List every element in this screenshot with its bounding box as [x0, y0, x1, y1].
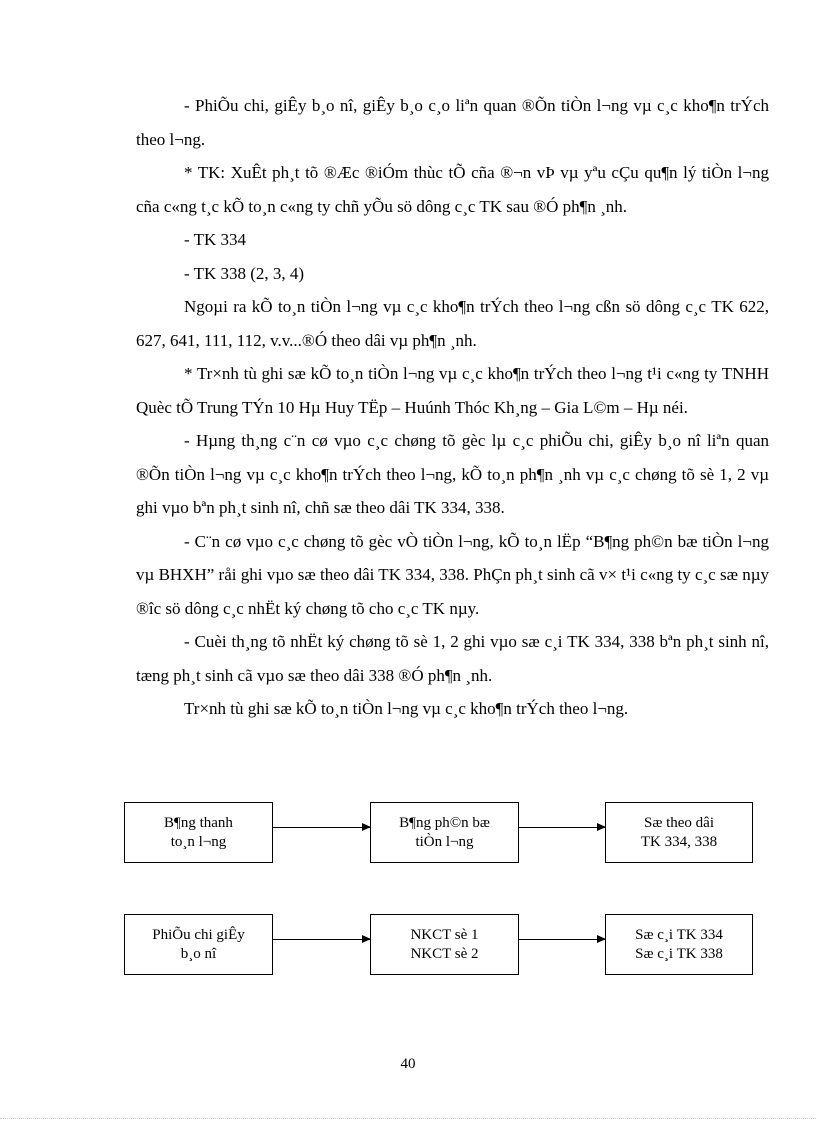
flow-arrow-1: [273, 827, 370, 828]
flow-box-vouchers-line2: b¸o nî: [180, 945, 217, 962]
flow-box-journals: [370, 914, 519, 975]
flow-box-payroll-line1: B¶ng thanh: [164, 814, 233, 831]
flow-box-vouchers: [124, 914, 273, 975]
flow-arrow-2: [519, 827, 605, 828]
paragraph-other-accounts: Ngoµi ra kÕ to¸n tiÒn l¬ng vµ c¸c kho¶n trÝch theo l¬ng cßn sö dông c¸c TK 622, 627, 641, 111, 112, v.v...®Ó theo dâi vµ ph¶n ¸nh.: [136, 297, 769, 350]
flow-box-ledger-line2: TK 334, 338: [640, 833, 718, 850]
flow-box-ledger: [605, 802, 753, 863]
body-text: [136, 89, 769, 726]
paragraph-flowchart-caption: Tr×nh tù ghi sæ kÕ to¸n tiÒn l¬ng vµ c¸c kho¶n trÝch theo l¬ng.: [184, 699, 629, 718]
flow-box-ledger-line1: Sæ theo dâi: [644, 814, 714, 831]
flow-box-general-ledger-line2: Sæ c¸i TK 338: [635, 945, 723, 962]
paragraph-tk-334: - TK 334: [184, 230, 247, 249]
flow-box-payroll: [124, 802, 273, 863]
flow-arrow-3: [273, 939, 370, 940]
paragraph-tk-338: - TK 338 (2, 3, 4): [184, 263, 305, 283]
page-bottom-rule: [0, 1118, 816, 1119]
flow-box-allocation-line1: B¶ng ph©n bæ: [399, 814, 490, 831]
flow-box-payroll-line2: to¸n l¬ng: [170, 833, 227, 850]
flow-box-general-ledger-line1: Sæ c¸i TK 334: [635, 926, 723, 943]
paragraph-allocation: - C¨n cø vµo c¸c chøng tõ gèc vÒ tiÒn l¬ng, kÕ to¸n lËp “B¶ng ph©n bæ tiÒn l¬ng vµ BHXH” råi ghi vµo sæ theo dâi TK 334, 338. PhÇn ph¸t sinh cã v× t¹i c«ng ty c¸c sæ nµy ®îc sö dông c¸c nhËt ký chøng tõ cho c¸c TK nµy.: [136, 531, 769, 618]
paragraph-accounts-intro: * TK: XuÊt ph¸t tõ ®Æc ®iÓm thùc tÕ cña ®¬n vÞ vµ yªu cÇu qu¶n lý tiÒn l¬ng cña c«ng t¸c kÕ to¸n c«ng ty chñ yÕu sö dông c¸c TK sau ®Ó ph¶n ¸nh.: [136, 163, 769, 216]
flow-box-journals-line2: NKCT sè 2: [410, 945, 479, 962]
flow-arrow-4: [519, 939, 605, 940]
flow-box-allocation-line2: tiÒn l¬ng: [415, 833, 474, 850]
flow-box-allocation: [370, 802, 519, 863]
flow-box-general-ledger: [605, 914, 753, 975]
paragraph-month-end: - Cuèi th¸ng tõ nhËt ký chøng tõ sè 1, 2 ghi vµo sæ c¸i TK 334, 338 bªn ph¸t sinh nî, tæng ph¸t sinh cã vµo sæ theo dâi 338 ®Ó ph¶n ¸nh.: [136, 632, 769, 685]
paragraph-recording-sequence: * Tr×nh tù ghi sæ kÕ to¸n tiÒn l¬ng vµ c¸c kho¶n trÝch theo l¬ng t¹i c«ng ty TNHH Quèc tÕ Trung TÝn 10 Hµ Huy TËp – Huúnh Thóc Kh¸ng – Gia L©m – Hµ néi.: [136, 364, 769, 417]
paragraph-monthly: - Hµng th¸ng c¨n cø vµo c¸c chøng tõ gèc lµ c¸c phiÕu chi, giÊy b¸o nî liªn quan ®Õn tiÒn l¬ng vµ c¸c kho¶n trÝch theo l¬ng, kÕ to¸n ph¶n ¸nh vµ c¸c chøng tõ sè 1, 2 vµ ghi vµo bªn ph¸t sinh nî, chñ sæ theo dâi TK 334, 338.: [136, 431, 769, 517]
paragraph-documents-list: - PhiÕu chi, giÊy b¸o nî, giÊy b¸o c¸o liªn quan ®Õn tiÒn l¬ng vµ c¸c kho¶n trÝch theo l¬ng.: [136, 96, 769, 149]
flow-box-journals-line1: NKCT sè 1: [410, 926, 479, 943]
flow-box-vouchers-line1: PhiÕu chi giÊy: [152, 926, 245, 943]
page-number: 40: [400, 1056, 416, 1072]
